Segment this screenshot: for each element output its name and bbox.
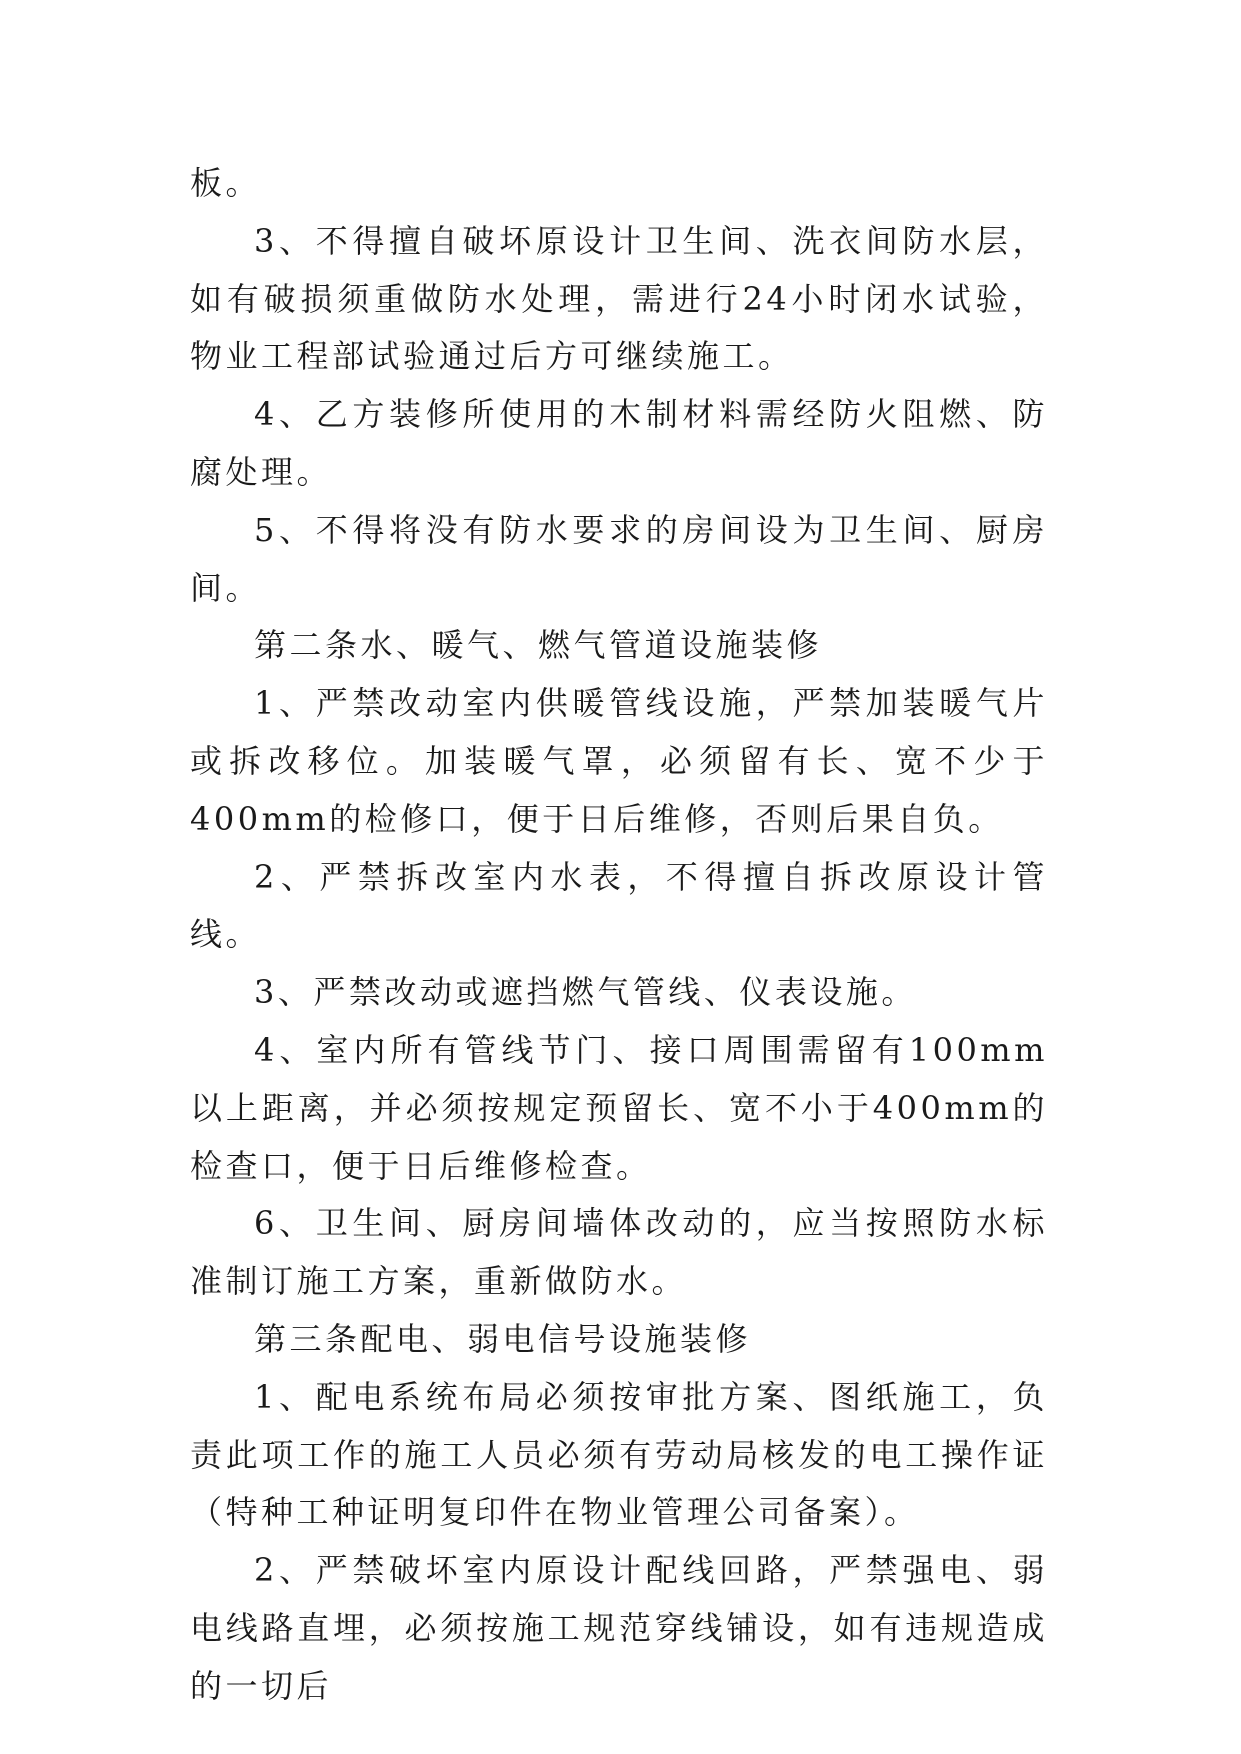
paragraph-item-3-waterproof: 3、不得擅自破坏原设计卫生间、洗衣间防水层，如有破损须重做防水处理，需进行24小时闭水试验，物业工程部试验通过后方可继续施工。 bbox=[190, 221, 1048, 376]
paragraph-item-4-wood: 4、乙方装修所使用的木制材料需经防火阻燃、防腐处理。 bbox=[190, 395, 1048, 491]
paragraph-article3-item-1: 1、配电系统布局必须按审批方案、图纸施工，负责此项工作的施工人员必须有劳动局核发的电工操作证（特种工种证明复印件在物业管理公司备案）。 bbox=[190, 1377, 1048, 1532]
section-heading-article-3: 第三条配电、弱电信号设施装修 bbox=[254, 1319, 752, 1358]
paragraph-article2-item-4: 4、室内所有管线节门、接口周围需留有100mm以上距离，并必须按规定预留长、宽不小于400mm的检查口，便于日后维修检查。 bbox=[190, 1030, 1048, 1185]
paragraph-continuation: 板。 bbox=[190, 164, 262, 202]
section-heading-article-2: 第二条水、暖气、燃气管道设施装修 bbox=[254, 626, 823, 665]
paragraph-article2-item-2: 2、严禁拆改室内水表，不得擅自拆改原设计管线。 bbox=[190, 857, 1048, 954]
paragraph-item-5-rooms: 5、不得将没有防水要求的房间设为卫生间、厨房间。 bbox=[190, 510, 1048, 607]
paragraph-article2-item-6: 6、卫生间、厨房间墙体改动的，应当按照防水标准制订施工方案，重新做防水。 bbox=[190, 1204, 1048, 1301]
document-page bbox=[190, 155, 1048, 1716]
paragraph-article2-item-1: 1、严禁改动室内供暖管线设施，严禁加装暖气片或拆改移位。加装暖气罩，必须留有长、宽不少于400mm的检修口，便于日后维修，否则后果自负。 bbox=[190, 684, 1048, 838]
paragraph-article2-item-3: 3、严禁改动或遮挡燃气管线、仪表设施。 bbox=[254, 973, 917, 1012]
paragraph-article3-item-2: 2、严禁破坏室内原设计配线回路，严禁强电、弱电线路直埋，必须按施工规范穿线铺设，如有违规造成的一切后 bbox=[190, 1551, 1048, 1705]
